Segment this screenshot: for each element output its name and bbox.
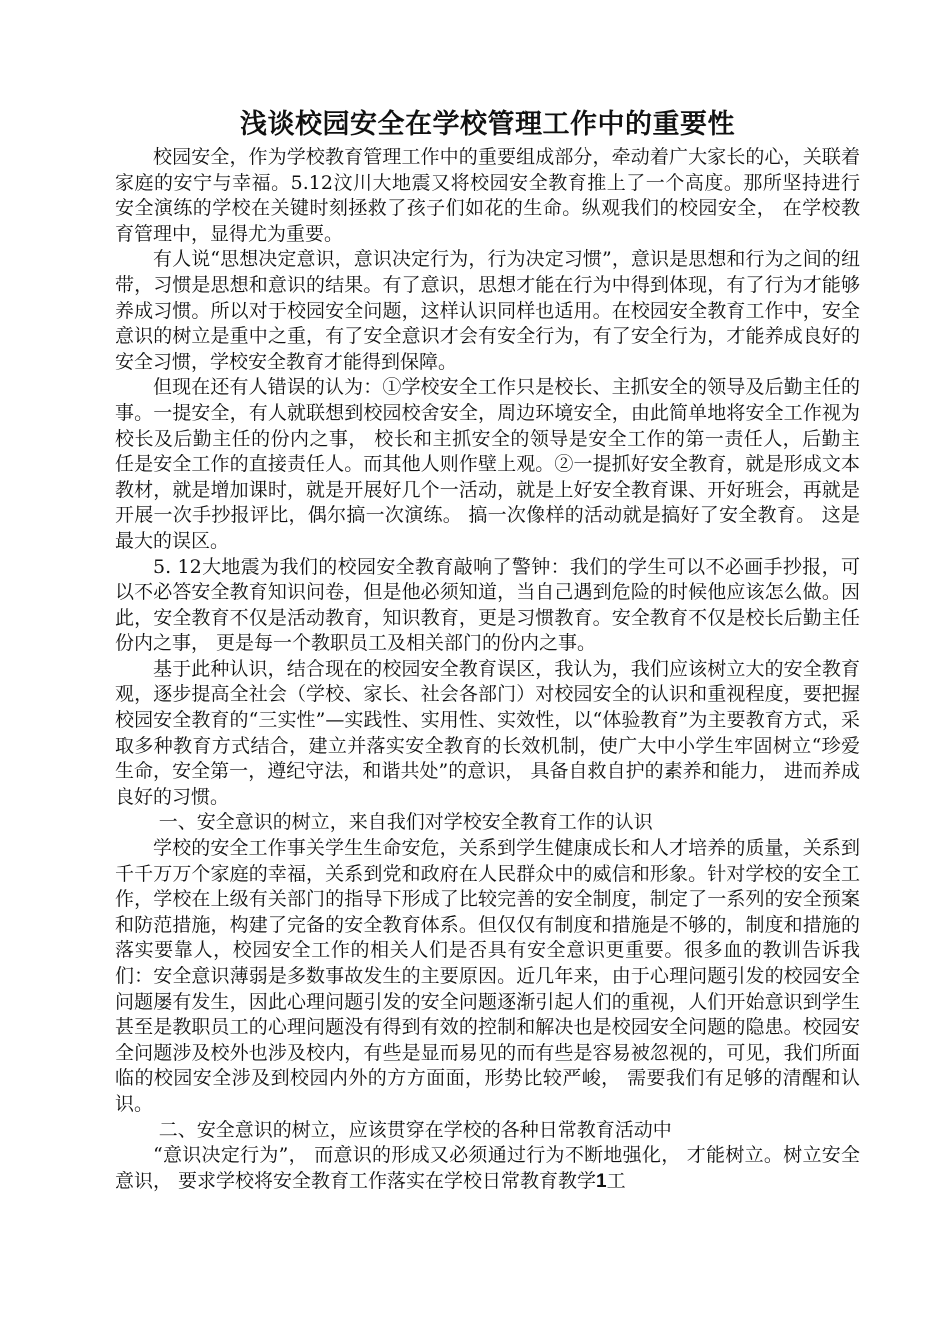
document-page: [115, 105, 860, 1194]
paragraph-education-view: 基于此种认识，结合现在的校园安全教育误区，我认为，我们应该树立大的安全教育观，逐步提高全社会（学校、家长、社会各部门）对校园安全的认识和重视程度，要把握校园安全教育的“三实性”—实践性、实用性、实效性，以“体验教育”为主要教育方式，采取多种教育方式结合，建立并落实安全教育的长效机制，使广大中小学生牢固树立“珍爱生命，安全第一，遵纪守法，和谐共处”的意识， 具备自救自护的素养和能力， 进而养成良好的习惯。: [115, 657, 860, 808]
paragraph-awareness: 有人说“思想决定意识，意识决定行为，行为决定习惯”，意识是思想和行为之间的纽带，习惯是思想和意识的结果。有了意识，思想才能在行为中得到体现，有了行为才能够养成习惯。所以对于校园安全问题，这样认识同样也适用。在校园安全教育工作中，安全意识的树立是重中之重，有了安全意识才会有安全行为，有了安全行为，才能养成良好的安全习惯，学校安全教育才能得到保障。: [115, 248, 860, 373]
document-body: [115, 145, 860, 1194]
paragraph-earthquake-warning: 5. 12大地震为我们的校园安全教育敲响了警钟：我们的学生可以不必画手抄报，可以不必答安全教育知识问卷，但是他必须知道，当自己遇到危险的时候他应该怎么做。因此，安全教育不仅是活动教育，知识教育，更是习惯教育。安全教育不仅是校长后勤主任份内之事， 更是每一个教职员工及相关部门的份内之事。: [115, 555, 860, 655]
paragraph-misconceptions: 但现在还有人错误的认为：①学校安全工作只是校长、主抓安全的领导及后勤主任的事。一提安全，有人就联想到校园校舍安全，周边环境安全，由此简单地将安全工作视为校长及后勤主任的份内之事， 校长和主抓安全的领导是安全工作的第一责任人，后勤主任是安全工作的直接责任人。而其他人则作壁上观。②一提抓好安全教育，就是形成文本教材，就是增加课时，就是开展好几个一活动，就是上好安全教育课、开好班会，再就是开展一次手抄报评比，偶尔搞一次演练。 搞一次像样的活动就是搞好了安全教育。 这是最大的误区。: [115, 376, 860, 552]
paragraph-school-safety: 学校的安全工作事关学生生命安危，关系到学生健康成长和人才培养的质量，关系到千千万万个家庭的幸福，关系到党和政府在人民群众中的威信和形象。针对学校的安全工作，学校在上级有关部门的指导下形成了比较完善的安全制度，制定了一系列的安全预案和防范措施，构建了完备的安全教育体系。但仅仅有制度和措施是不够的，制度和措施的落实要靠人，校园安全工作的相关人们是否具有安全意识更重要。很多血的教训告诉我们：安全意识薄弱是多数事故发生的主要原因。近几年来，由于心理问题引发的校园安全问题屡有发生，因此心理问题引发的安全问题逐渐引起人们的重视，人们开始意识到学生甚至是教职员工的心理问题没有得到有效的控制和解决也是校园安全问题的隐患。校园安全问题涉及校外也涉及校内，有些是显而易见的而有些是容易被忽视的，可见，我们所面临的校园安全涉及到校园内外的方方面面，形势比较严峻， 需要我们有足够的清醒和认识。: [115, 837, 860, 1115]
page-number: 1: [596, 1170, 607, 1192]
paragraph-consciousness-text: “意识决定行为”， 而意识的形成又必须通过行为不断地强化， 才能树立。树立安全意识， 要求学校将安全教育工作落实在学校日常教育教学: [115, 1144, 860, 1192]
section-heading-1: 一、安全意识的树立，来自我们对学校安全教育工作的认识: [158, 811, 653, 834]
paragraph-consciousness-tail: 工: [606, 1169, 626, 1192]
document-title: 浅谈校园安全在学校管理工作中的重要性: [240, 109, 735, 140]
paragraph-consciousness: [115, 1143, 860, 1194]
paragraph-intro: 校园安全，作为学校教育管理工作中的重要组成部分，牵动着广大家长的心，关联着家庭的安宁与幸福。5.12汶川大地震又将校园安全教育推上了一个高度。那所坚持进行安全演练的学校在关键时刻拯救了孩子们如花的生命。纵观我们的校园安全， 在学校教育管理中，显得尤为重要。: [115, 146, 860, 245]
section-heading-2: 二、安全意识的树立，应该贯穿在学校的各种日常教育活动中: [158, 1118, 672, 1141]
